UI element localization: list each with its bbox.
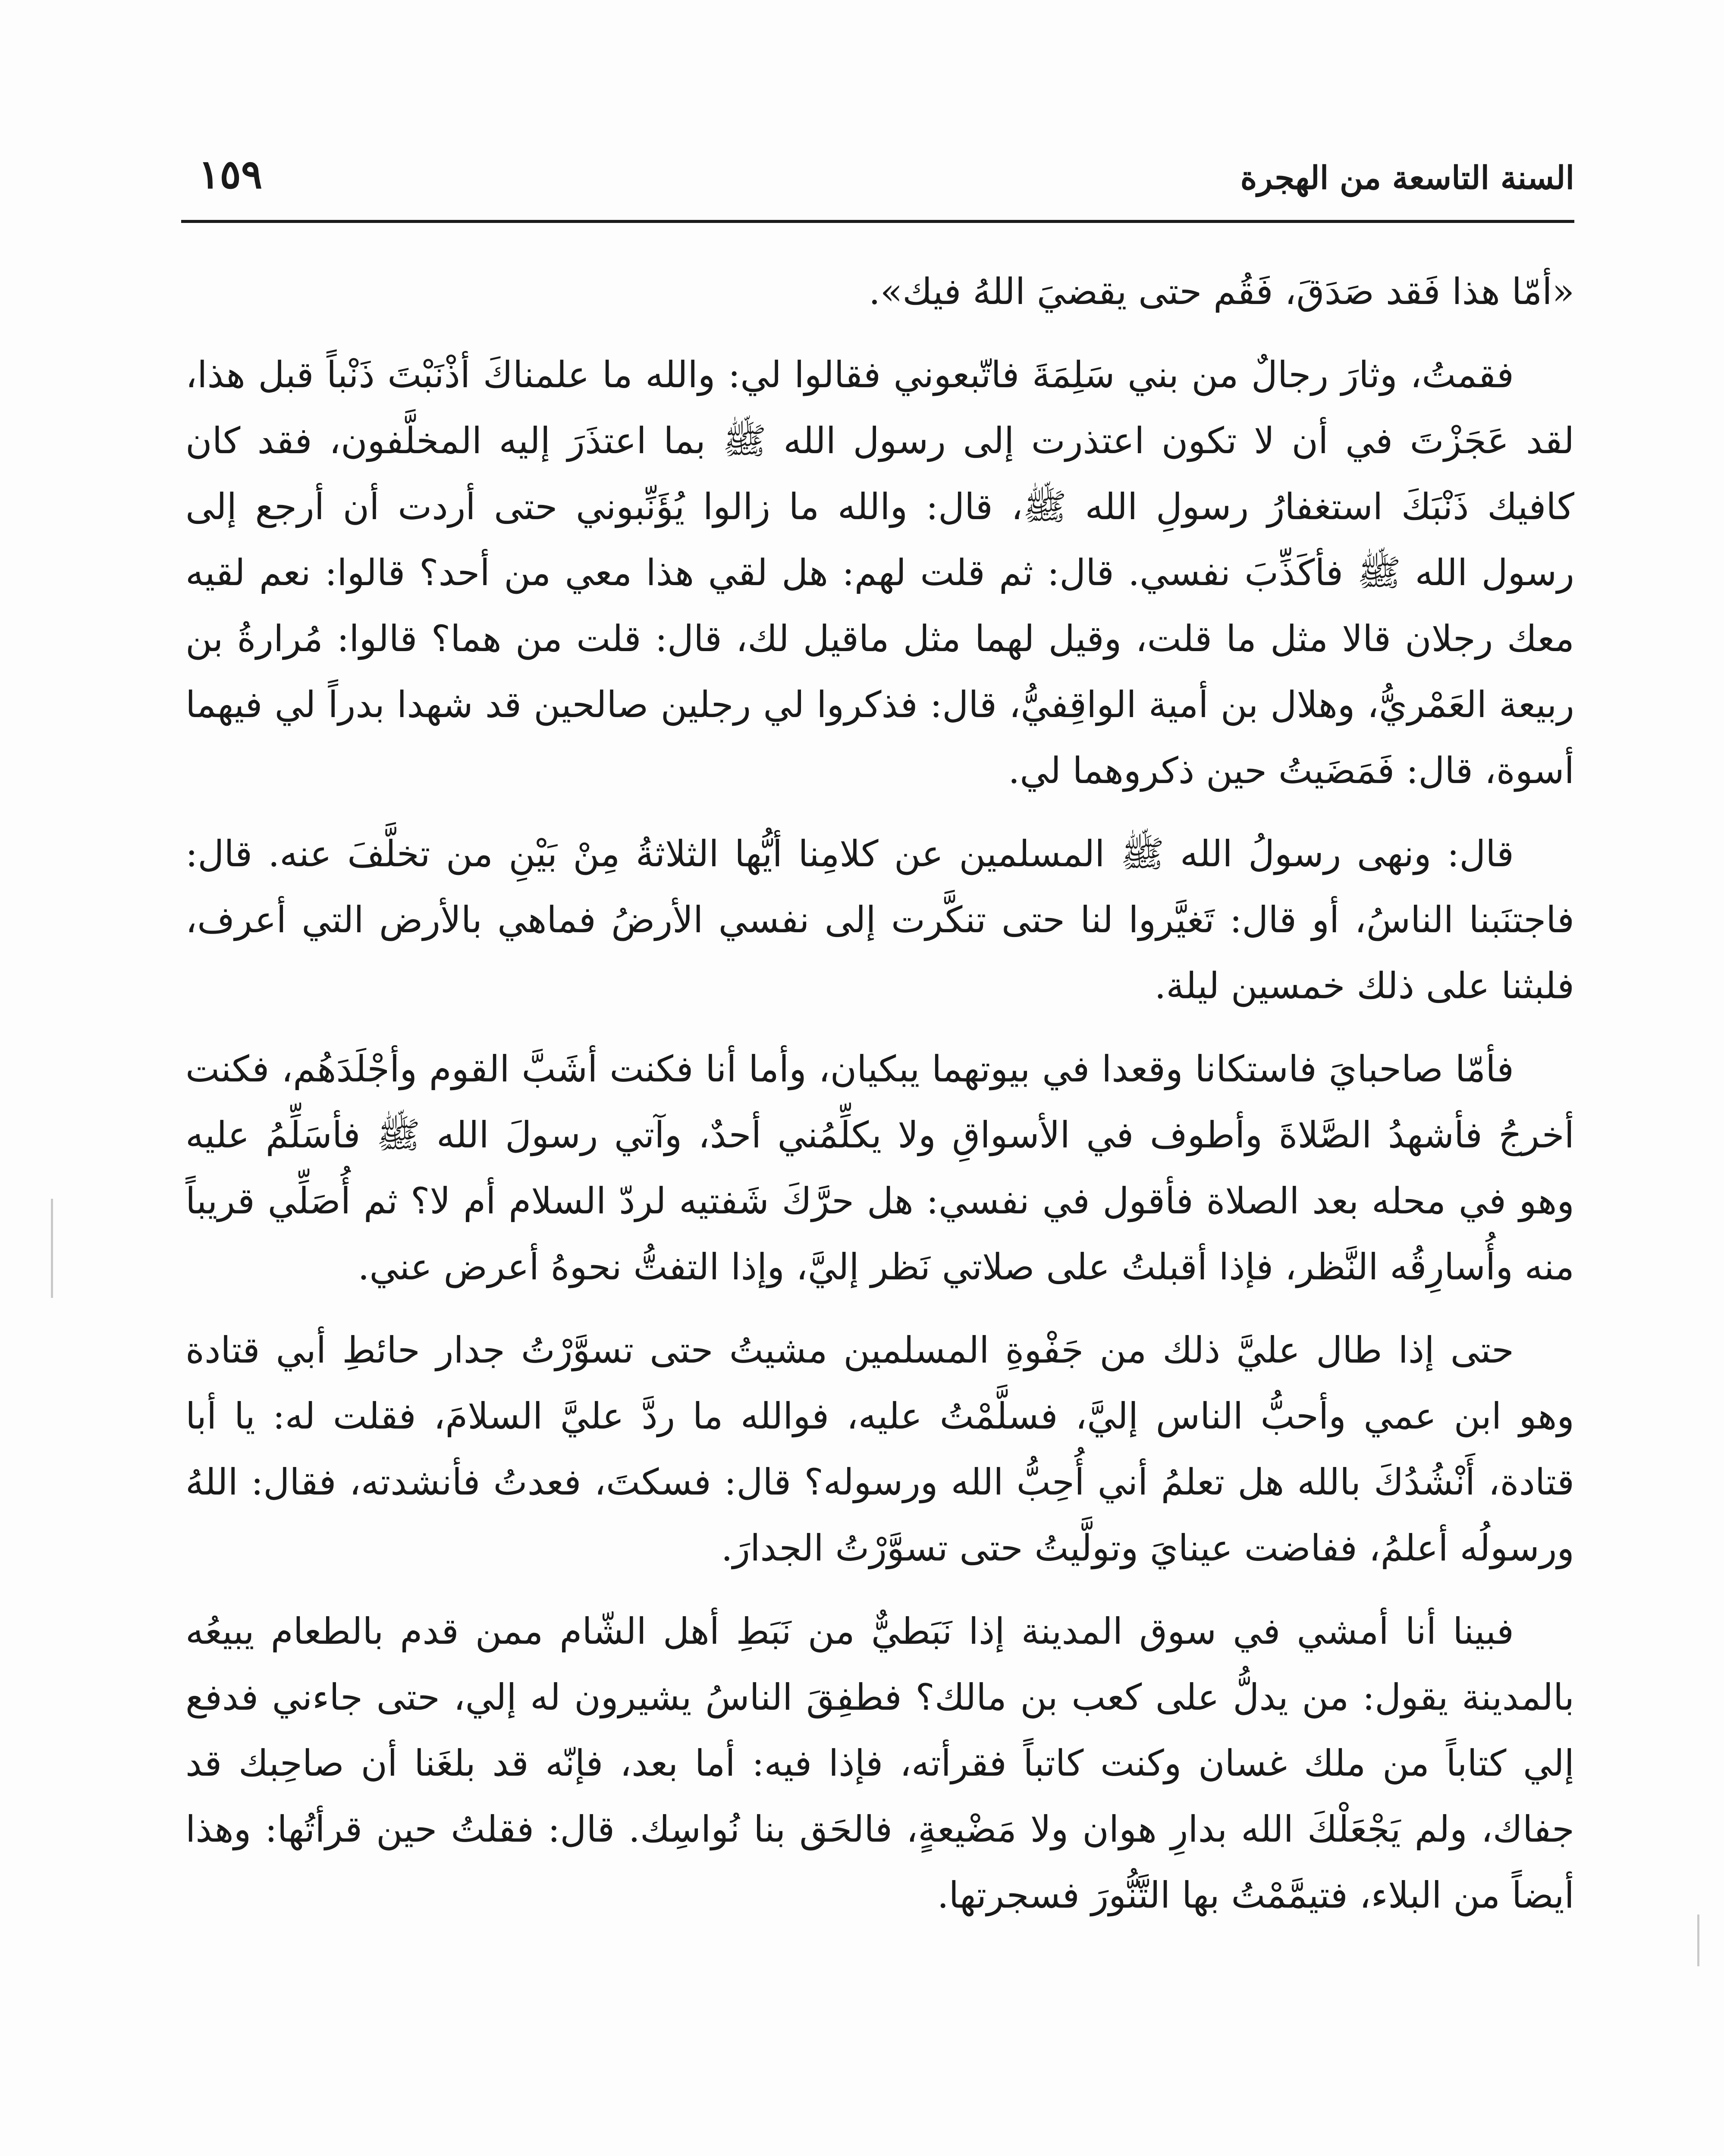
body-text	[185, 259, 1574, 2156]
paragraph-6: فبينا أنا أمشي في سوق المدينة إذا نَبَطيٌّ من نَبَطِ أهل الشّام ممن قدم بالطعام يبيعُه بالمدينة يقول: من يدلُّ على كعب بن مالك؟ فطفِقَ الناسُ يشيرون له إلي، حتى جاءني فدفع إلي كتاباً من ملك غسان وكنت كاتباً فقرأته، فإذا فيه: أما بعد، فإنّه قد بلغَنا أن صاحِبك قد جفاك، ولم يَجْعَلْكَ الله بدارِ هوان ولا مَضْيعةٍ، فالحَق بنا نُواسِك. قال: فقلتُ حين قرأتُها: وهذا أيضاً من البلاء، فتيمَّمْتُ بها التَّنُّورَ فسجرتها.	[185, 1610, 1574, 1916]
paragraph-1: «أمّا هذا فَقد صَدَقَ، فَقُم حتى يقضيَ اللهُ فيك».	[869, 270, 1574, 313]
running-title: السنة التاسعة من الهجرة	[1240, 160, 1574, 197]
header-rule	[181, 220, 1574, 223]
page-number: ١٥٩	[198, 151, 263, 197]
scan-mark	[51, 1199, 53, 1298]
paragraph-3: قال: ونهى رسولُ الله ﷺ المسلمين عن كلامِنا أيُّها الثلاثةُ مِنْ بَيْنِ من تخلَّفَ عنه. قال: فاجتنَبنا الناسُ، أو قال: تَغيَّروا لنا حتى تنكَّرت إلى نفسي الأرضُ فماهي بالأرض التي أعرف، فلبثنا على ذلك خمسين ليلة.	[185, 833, 1574, 1007]
paragraph-5: حتى إذا طال عليَّ ذلك من جَفْوةِ المسلمين مشيتُ حتى تسوَّرْتُ جدار حائطِ أبي قتادة وهو ابن عمي وأحبُّ الناس إليَّ، فسلَّمْتُ عليه، فوالله ما ردَّ عليَّ السلامَ، فقلت له: يا أبا قتادة، أَنْشُدُكَ بالله هل تعلمُ أني أُحِبُّ الله ورسوله؟ قال: فسكتَ، فعدتُ فأنشدته، فقال: اللهُ ورسولُه أعلمُ، ففاضت عينايَ وتولَّيتُ حتى تسوَّرْتُ الجدارَ.	[185, 1329, 1574, 1569]
page-header	[181, 142, 1574, 211]
paragraph-4: فأمّا صاحبايَ فاستكانا وقعدا في بيوتهما يبكيان، وأما أنا فكنت أشَبَّ القوم وأجْلَدَهُم، فكنت أخرجُ فأشهدُ الصَّلاةَ وأطوف في الأسواقِ ولا يكلِّمُني أحدٌ، وآتي رسولَ الله ﷺ فأسَلِّمُ عليه وهو في محله بعد الصلاة فأقول في نفسي: هل حرَّكَ شَفتيه لردّ السلام أم لا؟ ثم أُصَلِّي قريباً منه وأُسارِقُه النَّظر، فإذا أقبلتُ على صلاتي نَظر إليَّ، وإذا التفتُّ نحوهُ أعرض عني.	[185, 1048, 1574, 1288]
scan-mark	[1697, 1915, 1699, 1966]
paragraph-2: فقمتُ، وثارَ رجالٌ من بني سَلِمَةَ فاتّبعوني فقالوا لي: والله ما علمناكَ أذْنَبْتَ ذَنْباً قبل هذا، لقد عَجَزْتَ في أن لا تكون اعتذرت إلى رسول الله ﷺ بما اعتذَرَ إليه المخلَّفون، فقد كان كافيك ذَنْبَكَ استغفارُ رسولِ الله ﷺ، قال: والله ما زالوا يُؤَنِّبوني حتى أردت أن أرجع إلى رسول الله ﷺ فأكَذِّبَ نفسي. قال: ثم قلت لهم: هل لقي هذا معي من أحد؟ قالوا: نعم لقيه معك رجلان قالا مثل ما قلت، وقيل لهما مثل ماقيل لك، قال: قلت من هما؟ قالوا: مُرارةُ بن ربيعة العَمْريُّ، وهلال بن أمية الواقِفيُّ، قال: فذكروا لي رجلين صالحين قد شهدا بدراً لي فيهما أسوة، قال: فَمَضَيتُ حين ذكروهما لي.	[185, 354, 1574, 792]
